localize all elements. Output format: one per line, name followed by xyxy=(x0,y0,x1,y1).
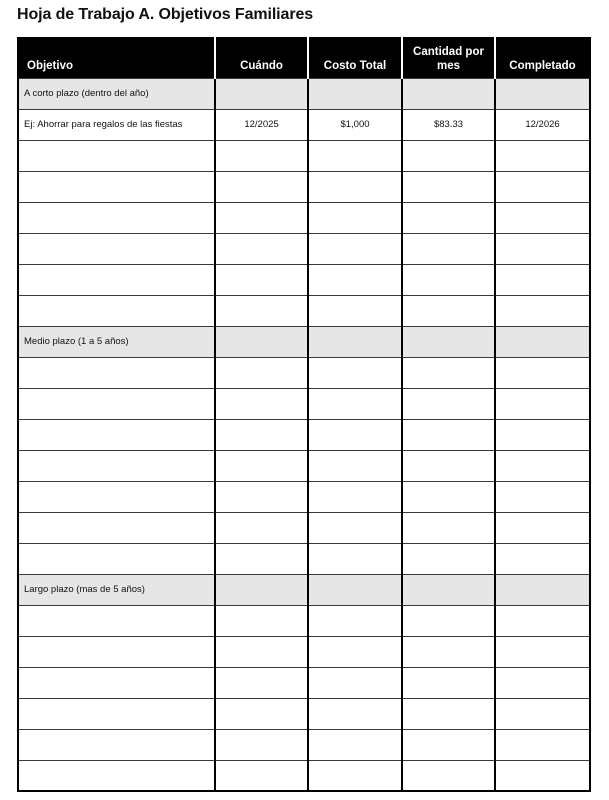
entry-completed-cell[interactable] xyxy=(495,512,590,543)
table-row xyxy=(18,543,590,574)
entry-total-cost-cell[interactable] xyxy=(308,171,402,202)
entry-total-cost-cell[interactable] xyxy=(308,698,402,729)
entry-when-cell[interactable] xyxy=(215,605,308,636)
entry-total-cost-cell[interactable] xyxy=(308,140,402,171)
entry-total-cost-cell[interactable] xyxy=(308,729,402,760)
entry-per-month-cell[interactable] xyxy=(402,729,495,760)
entry-per-month-cell[interactable] xyxy=(402,667,495,698)
section-empty-cell xyxy=(215,326,308,357)
entry-total-cost-cell[interactable] xyxy=(308,357,402,388)
entry-when-cell[interactable] xyxy=(215,450,308,481)
entry-objective-cell[interactable] xyxy=(18,295,215,326)
entry-total-cost-cell[interactable] xyxy=(308,295,402,326)
entry-objective-cell[interactable] xyxy=(18,357,215,388)
entry-completed-cell[interactable] xyxy=(495,357,590,388)
entry-when-cell[interactable] xyxy=(215,388,308,419)
entry-completed-cell[interactable] xyxy=(495,419,590,450)
entry-per-month-cell[interactable] xyxy=(402,233,495,264)
page-title: Hoja de Trabajo A. Objetivos Familiares xyxy=(17,6,314,23)
entry-total-cost-cell[interactable] xyxy=(308,233,402,264)
section-empty-cell xyxy=(308,326,402,357)
example-per-month-cell: $83.33 xyxy=(402,109,495,140)
table-row xyxy=(18,729,590,760)
entry-completed-cell[interactable] xyxy=(495,760,590,791)
entry-total-cost-cell[interactable] xyxy=(308,388,402,419)
entry-objective-cell[interactable] xyxy=(18,729,215,760)
entry-total-cost-cell[interactable] xyxy=(308,450,402,481)
section-empty-cell xyxy=(308,574,402,605)
section-empty-cell xyxy=(215,574,308,605)
table-row xyxy=(18,605,590,636)
entry-when-cell[interactable] xyxy=(215,481,308,512)
entry-when-cell[interactable] xyxy=(215,419,308,450)
table-row xyxy=(18,636,590,667)
goals-table xyxy=(17,37,591,792)
example-when-cell: 12/2025 xyxy=(215,109,308,140)
entry-per-month-cell[interactable] xyxy=(402,698,495,729)
table-row xyxy=(18,760,590,791)
section-empty-cell xyxy=(495,326,590,357)
entry-objective-cell[interactable] xyxy=(18,636,215,667)
header-completado: Completado xyxy=(495,38,590,78)
entry-objective-cell[interactable] xyxy=(18,264,215,295)
entry-when-cell[interactable] xyxy=(215,543,308,574)
entry-completed-cell[interactable] xyxy=(495,667,590,698)
example-row xyxy=(18,109,590,140)
section-row-long-term xyxy=(18,574,590,605)
entry-objective-cell[interactable] xyxy=(18,698,215,729)
entry-per-month-cell[interactable] xyxy=(402,388,495,419)
example-completed-cell: 12/2026 xyxy=(495,109,590,140)
section-empty-cell xyxy=(495,78,590,109)
entry-total-cost-cell[interactable] xyxy=(308,419,402,450)
entry-completed-cell[interactable] xyxy=(495,388,590,419)
entry-objective-cell[interactable] xyxy=(18,171,215,202)
entry-when-cell[interactable] xyxy=(215,512,308,543)
section-empty-cell xyxy=(495,574,590,605)
entry-when-cell[interactable] xyxy=(215,636,308,667)
entry-per-month-cell[interactable] xyxy=(402,264,495,295)
entry-objective-cell[interactable] xyxy=(18,605,215,636)
entry-objective-cell[interactable] xyxy=(18,667,215,698)
entry-completed-cell[interactable] xyxy=(495,233,590,264)
entry-completed-cell[interactable] xyxy=(495,605,590,636)
entry-completed-cell[interactable] xyxy=(495,295,590,326)
entry-objective-cell[interactable] xyxy=(18,481,215,512)
section-row-medium-term xyxy=(18,326,590,357)
section-empty-cell xyxy=(402,574,495,605)
entry-completed-cell[interactable] xyxy=(495,171,590,202)
table-row xyxy=(18,450,590,481)
table-row xyxy=(18,140,590,171)
table-row xyxy=(18,233,590,264)
entry-per-month-cell[interactable] xyxy=(402,605,495,636)
entry-per-month-cell[interactable] xyxy=(402,140,495,171)
entry-when-cell[interactable] xyxy=(215,295,308,326)
table-row xyxy=(18,357,590,388)
table-header-row xyxy=(18,38,590,78)
entry-total-cost-cell[interactable] xyxy=(308,636,402,667)
example-total-cost-cell: $1,000 xyxy=(308,109,402,140)
entry-objective-cell[interactable] xyxy=(18,760,215,791)
entry-when-cell[interactable] xyxy=(215,171,308,202)
entry-completed-cell[interactable] xyxy=(495,481,590,512)
entry-objective-cell[interactable] xyxy=(18,233,215,264)
entry-total-cost-cell[interactable] xyxy=(308,481,402,512)
header-costo-total: Costo Total xyxy=(308,38,402,78)
entry-per-month-cell[interactable] xyxy=(402,419,495,450)
entry-total-cost-cell[interactable] xyxy=(308,202,402,233)
header-cuando: Cuándo xyxy=(215,38,308,78)
header-cantidad-por-mes: Cantidad por mes xyxy=(402,38,495,78)
section-empty-cell xyxy=(402,78,495,109)
section-label: A corto plazo (dentro del año) xyxy=(18,78,215,109)
table-row xyxy=(18,419,590,450)
entry-per-month-cell[interactable] xyxy=(402,636,495,667)
table-row xyxy=(18,481,590,512)
table-row xyxy=(18,171,590,202)
entry-when-cell[interactable] xyxy=(215,357,308,388)
entry-when-cell[interactable] xyxy=(215,233,308,264)
entry-objective-cell[interactable] xyxy=(18,140,215,171)
entry-total-cost-cell[interactable] xyxy=(308,264,402,295)
entry-per-month-cell[interactable] xyxy=(402,295,495,326)
entry-completed-cell[interactable] xyxy=(495,264,590,295)
entry-total-cost-cell[interactable] xyxy=(308,605,402,636)
entry-objective-cell[interactable] xyxy=(18,512,215,543)
entry-per-month-cell[interactable] xyxy=(402,760,495,791)
entry-objective-cell[interactable] xyxy=(18,202,215,233)
table-row xyxy=(18,512,590,543)
section-label: Largo plazo (mas de 5 años) xyxy=(18,574,215,605)
entry-completed-cell[interactable] xyxy=(495,202,590,233)
entry-total-cost-cell[interactable] xyxy=(308,667,402,698)
table-row xyxy=(18,202,590,233)
table-row xyxy=(18,295,590,326)
table-body xyxy=(18,78,590,791)
entry-total-cost-cell[interactable] xyxy=(308,760,402,791)
table-row xyxy=(18,388,590,419)
table-row xyxy=(18,264,590,295)
example-objective-cell: Ej: Ahorrar para regalos de las fiestas xyxy=(18,109,215,140)
entry-total-cost-cell[interactable] xyxy=(308,512,402,543)
entry-per-month-cell[interactable] xyxy=(402,543,495,574)
entry-when-cell[interactable] xyxy=(215,202,308,233)
entry-when-cell[interactable] xyxy=(215,760,308,791)
entry-when-cell[interactable] xyxy=(215,667,308,698)
entry-objective-cell[interactable] xyxy=(18,543,215,574)
entry-per-month-cell[interactable] xyxy=(402,202,495,233)
entry-when-cell[interactable] xyxy=(215,698,308,729)
entry-completed-cell[interactable] xyxy=(495,729,590,760)
entry-total-cost-cell[interactable] xyxy=(308,543,402,574)
entry-per-month-cell[interactable] xyxy=(402,357,495,388)
entry-completed-cell[interactable] xyxy=(495,698,590,729)
entry-completed-cell[interactable] xyxy=(495,543,590,574)
entry-when-cell[interactable] xyxy=(215,140,308,171)
section-empty-cell xyxy=(402,326,495,357)
header-objetivo: Objetivo xyxy=(18,38,215,78)
section-row-short-term xyxy=(18,78,590,109)
table-row xyxy=(18,698,590,729)
entry-when-cell[interactable] xyxy=(215,729,308,760)
section-empty-cell xyxy=(308,78,402,109)
entry-per-month-cell[interactable] xyxy=(402,481,495,512)
entry-per-month-cell[interactable] xyxy=(402,171,495,202)
entry-completed-cell[interactable] xyxy=(495,450,590,481)
entry-when-cell[interactable] xyxy=(215,264,308,295)
entry-objective-cell[interactable] xyxy=(18,388,215,419)
section-label: Medio plazo (1 a 5 años) xyxy=(18,326,215,357)
table-row xyxy=(18,667,590,698)
section-empty-cell xyxy=(215,78,308,109)
entry-objective-cell[interactable] xyxy=(18,450,215,481)
entry-completed-cell[interactable] xyxy=(495,636,590,667)
entry-per-month-cell[interactable] xyxy=(402,512,495,543)
entry-per-month-cell[interactable] xyxy=(402,450,495,481)
entry-completed-cell[interactable] xyxy=(495,140,590,171)
entry-objective-cell[interactable] xyxy=(18,419,215,450)
